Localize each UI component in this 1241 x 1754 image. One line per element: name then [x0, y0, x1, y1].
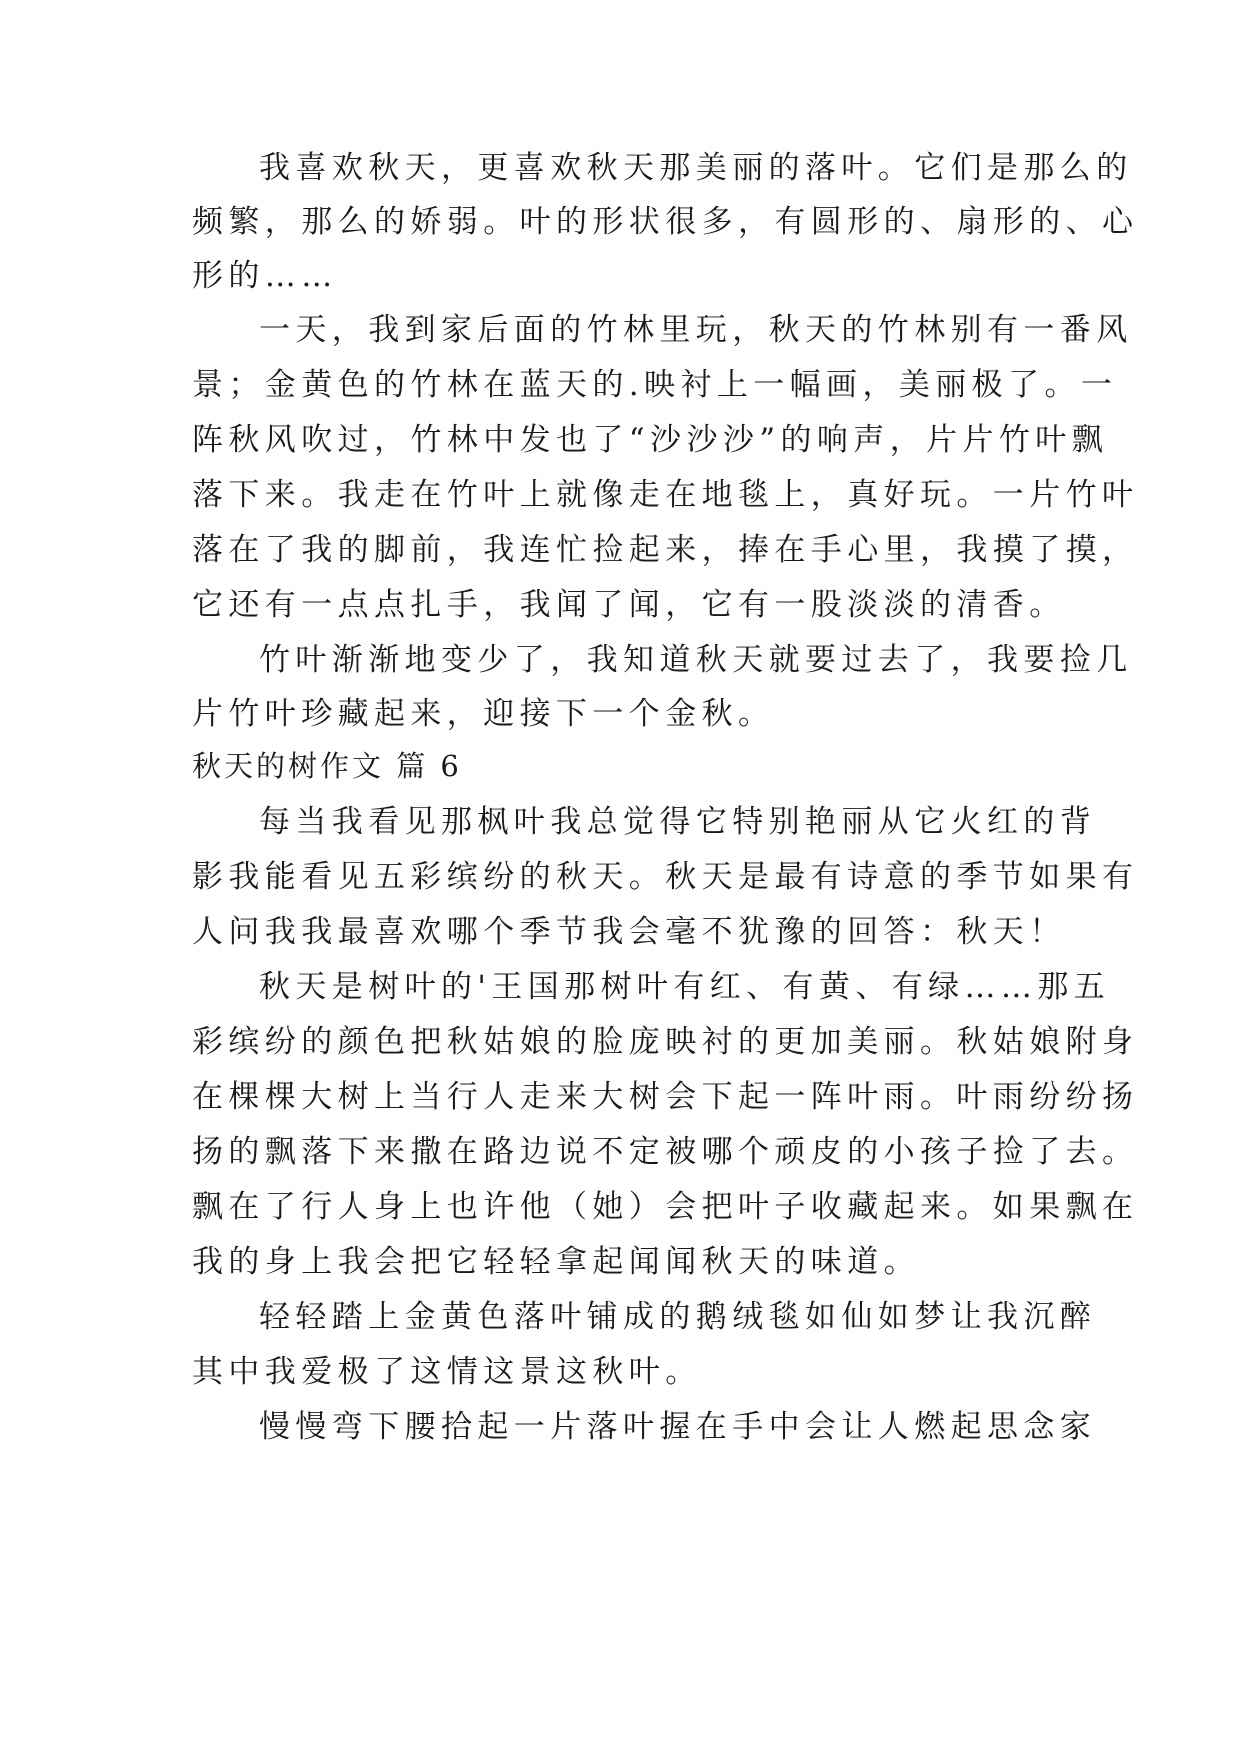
text-line: 轻轻踏上金黄色落叶铺成的鹅绒毯如仙如梦让我沉醉 [259, 1299, 1097, 1335]
text-line: 秋天是树叶的'王国那树叶有红、有黄、有绿……那五 [259, 969, 1111, 1005]
text-line: 形的…… [192, 258, 338, 294]
text-line: 其中我爱极了这情这景这秋叶。 [192, 1354, 702, 1390]
text-line: 慢慢弯下腰拾起一片落叶握在手中会让人燃起思念家 [259, 1409, 1097, 1445]
text-line: 它还有一点点扎手，我闻了闻，它有一股淡淡的清香。 [192, 587, 1066, 623]
text-line: 阵秋风吹过，竹林中发也了“沙沙沙”的响声，片片竹叶飘 [192, 422, 1109, 458]
text-line: 影我能看见五彩缤纷的秋天。秋天是最有诗意的季节如果有 [192, 859, 1139, 895]
text-line: 我喜欢秋天，更喜欢秋天那美丽的落叶。它们是那么的 [259, 150, 1133, 186]
text-line: 飘在了行人身上也许他（她）会把叶子收藏起来。如果飘在 [192, 1189, 1139, 1225]
text-line: 每当我看见那枫叶我总觉得它特别艳丽从它火红的背 [259, 804, 1097, 840]
text-line: 落在了我的脚前，我连忙捡起来，捧在手心里，我摸了摸， [192, 532, 1139, 568]
text-line: 落下来。我走在竹叶上就像走在地毯上，真好玩。一片竹叶 [192, 477, 1139, 513]
text-line: 在棵棵大树上当行人走来大树会下起一阵叶雨。叶雨纷纷扬 [192, 1079, 1139, 1115]
section-heading: 秋天的树作文 篇 6 [192, 749, 462, 783]
text-line: 彩缤纷的颜色把秋姑娘的脸庞映衬的更加美丽。秋姑娘附身 [192, 1024, 1139, 1060]
text-line: 片竹叶珍藏起来，迎接下一个金秋。 [192, 696, 775, 732]
text-line: 景；金黄色的竹林在蓝天的.映衬上一幅画，美丽极了。一 [192, 367, 1118, 403]
text-line: 频繁，那么的娇弱。叶的形状很多，有圆形的、扇形的、心 [192, 204, 1139, 240]
text-line: 竹叶渐渐地变少了，我知道秋天就要过去了，我要捡几 [259, 642, 1133, 678]
text-line: 一天，我到家后面的竹林里玩，秋天的竹林别有一番风 [259, 312, 1133, 348]
text-line: 人问我我最喜欢哪个季节我会毫不犹豫的回答：秋天！ [192, 914, 1066, 950]
text-line: 我的身上我会把它轻轻拿起闻闻秋天的味道。 [192, 1244, 920, 1280]
text-line: 扬的飘落下来撒在路边说不定被哪个顽皮的小孩子捡了去。 [192, 1134, 1139, 1170]
